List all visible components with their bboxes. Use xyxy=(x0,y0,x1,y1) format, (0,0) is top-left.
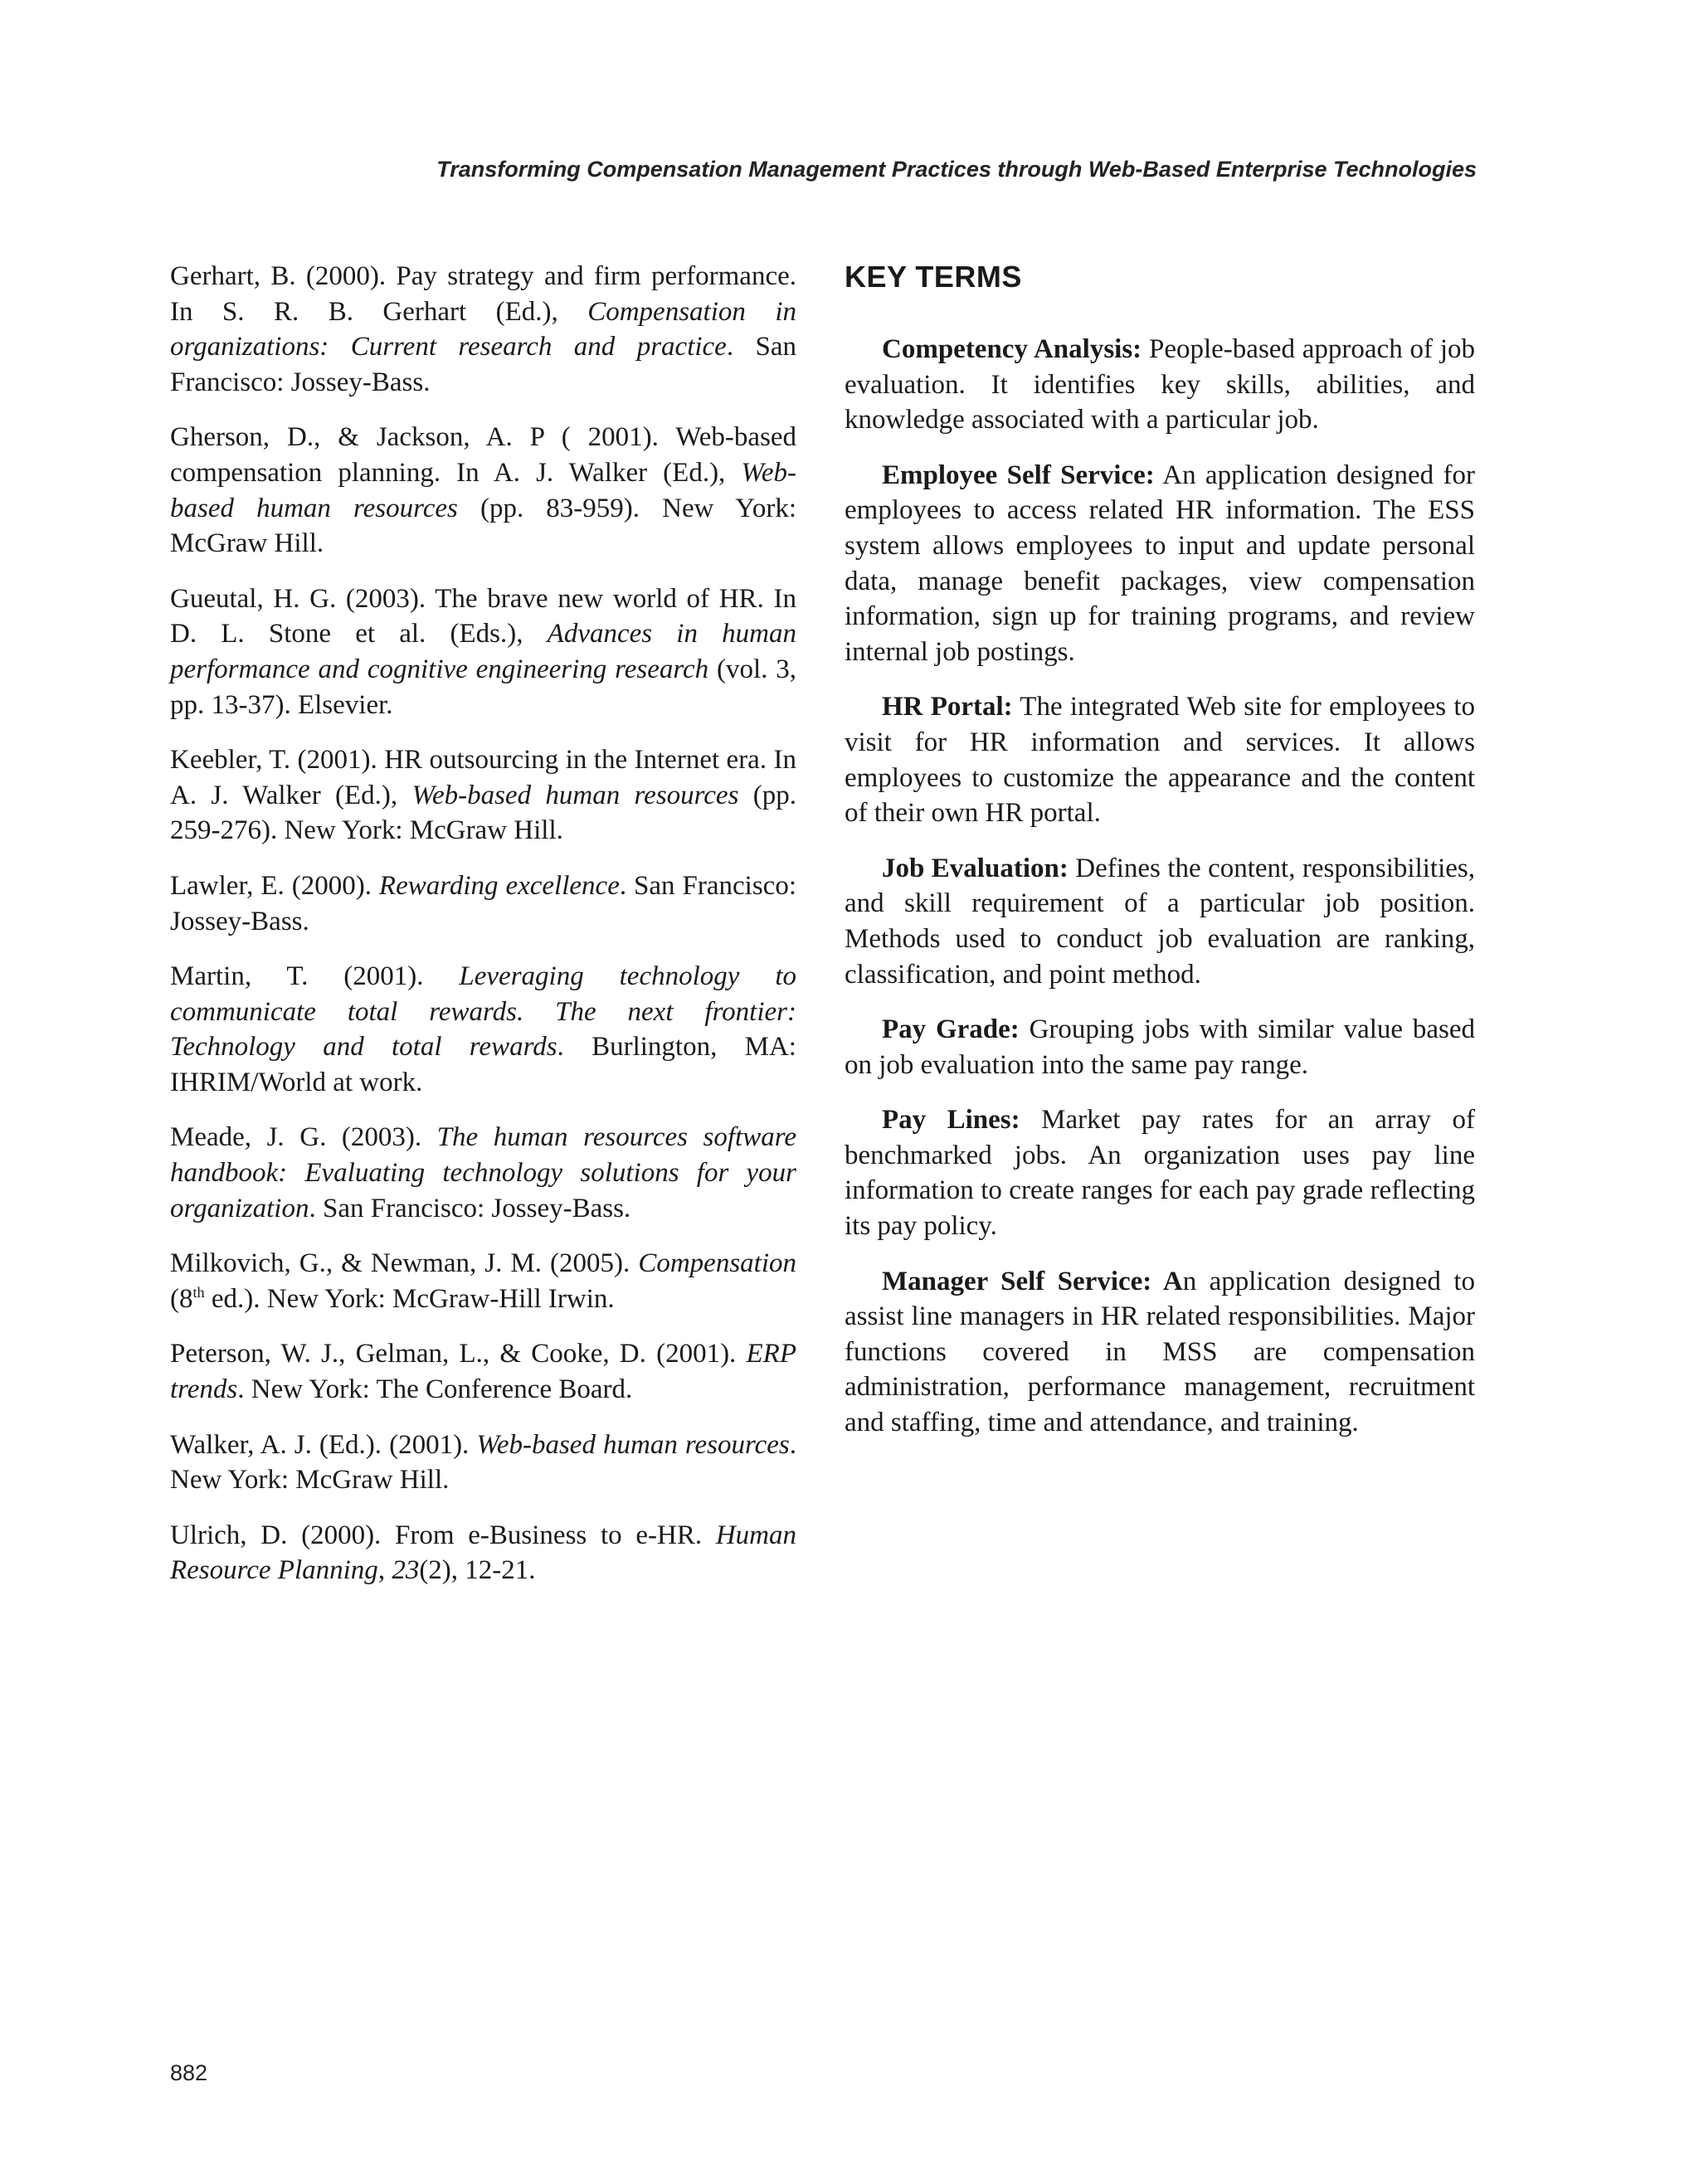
reference-title: Leveraging technology to communicate total rewards. The next frontier: Technology and total rewards xyxy=(170,961,796,1063)
page-number: 882 xyxy=(170,2060,208,2085)
key-term-item xyxy=(845,851,1475,992)
key-term-definition: Market pay rates for an array of benchmarked jobs. An organization uses pay line information to create ranges for each pay grade reflecting its pay policy. xyxy=(845,1105,1476,1242)
key-term-definition: Defines the content, responsibilities, and skill requirement of a particular job position. Methods used to conduct job evaluation are ranking, classification, and point method. xyxy=(845,853,1475,990)
reference-text: Meade, J. G. (2003). xyxy=(170,1122,437,1153)
key-term-label: Competency Analysis: xyxy=(882,334,1142,364)
key-term-label: Manager Self Service: A xyxy=(882,1266,1183,1296)
reference-text: Peterson, W. J., Gelman, L., & Cooke, D. (2001). xyxy=(170,1339,747,1369)
reference-title: Web-based human resources xyxy=(170,457,796,523)
reference-text: . New York: The Conference Board. xyxy=(237,1374,633,1405)
reference-item xyxy=(170,1246,796,1316)
reference-text: Lawler, E. (2000). xyxy=(170,870,379,901)
key-terms-heading: KEY TERMS xyxy=(845,260,1022,294)
reference-text: Gueutal, H. G. (2003). The brave new world of HR. In D. L. Stone et al. (Eds.), xyxy=(170,583,796,649)
key-terms-column xyxy=(845,259,1475,1461)
reference-title: Compensation in organizations: Current research and practice xyxy=(170,296,796,362)
reference-item xyxy=(170,742,796,849)
key-term-item xyxy=(845,1012,1475,1082)
reference-text: Gherson, D., & Jackson, A. P ( 2001). Web-based compensation planning. In A. J. Walker (Ed.), xyxy=(170,422,796,488)
reference-item xyxy=(170,581,796,722)
key-term-label: HR Portal: xyxy=(882,692,1013,722)
key-term-item xyxy=(845,689,1475,830)
reference-text: Keebler, T. (2001). HR outsourcing in the Internet era. In A. J. Walker (Ed.), xyxy=(170,745,796,810)
reference-title: The human resources software handbook: Evaluating technology solutions for your organization xyxy=(170,1122,796,1223)
key-term-item xyxy=(845,458,1475,670)
key-term-item xyxy=(845,332,1475,438)
reference-item xyxy=(170,959,796,1100)
reference-text: . San Francisco: Jossey-Bass. xyxy=(170,870,796,936)
reference-text: Martin, T. (2001). xyxy=(170,961,460,992)
reference-text: (pp. 259-276). New York: McGraw Hill. xyxy=(170,780,796,846)
reference-volume: 23 xyxy=(392,1555,420,1586)
reference-text: Ulrich, D. (2000). From e-Business to e-HR. xyxy=(170,1520,716,1550)
reference-title: Compensation xyxy=(638,1248,796,1279)
key-term-label: Job Evaluation: xyxy=(882,853,1069,883)
key-term-label: Pay Lines: xyxy=(882,1105,1020,1136)
key-term-item xyxy=(845,1264,1475,1441)
reference-item xyxy=(170,1428,796,1498)
reference-item xyxy=(170,1518,796,1588)
reference-item xyxy=(170,1336,796,1407)
key-term-label: Pay Grade: xyxy=(882,1014,1020,1045)
reference-title: Web-based human resources xyxy=(476,1429,790,1460)
reference-text: Walker, A. J. (Ed.). (2001). xyxy=(170,1429,477,1460)
reference-title: Rewarding excellence xyxy=(378,870,620,901)
key-term-label: Employee Self Service: xyxy=(882,460,1155,490)
reference-text: . San Francisco: Jossey-Bass. xyxy=(170,332,796,397)
running-header: Transforming Compensation Management Practices through Web-Based Enterprise Technologies xyxy=(436,157,1477,182)
reference-item xyxy=(170,868,796,939)
key-term-item xyxy=(845,1102,1475,1243)
superscript: th xyxy=(192,1283,205,1301)
reference-text: (pp. 83-959). New York: McGraw Hill. xyxy=(170,493,796,559)
reference-text: Gerhart, B. (2000). Pay strategy and firm performance. In S. R. B. Gerhart (Ed.), xyxy=(170,261,796,327)
reference-item xyxy=(170,420,796,561)
reference-title: Web-based human resources xyxy=(411,780,739,810)
reference-text: . Burlington, MA: IHRIM/World at work. xyxy=(170,1032,796,1097)
reference-text: (vol. 3, pp. 13-37). Elsevier. xyxy=(170,654,796,720)
reference-text: Milkovich, G., & Newman, J. M. (2005). xyxy=(170,1248,639,1279)
reference-item xyxy=(170,259,796,400)
key-term-definition: An application designed for employees to access related HR information. The ESS system allows employees to input and update personal data, manage benefit packages, view compensation information, sign up for training programs, and review internal job postings. xyxy=(845,460,1475,667)
reference-text: . New York: McGraw Hill. xyxy=(170,1429,796,1496)
reference-text: , xyxy=(377,1555,392,1586)
references-column xyxy=(170,259,796,1608)
reference-text: . San Francisco: Jossey-Bass. xyxy=(309,1193,631,1223)
reference-text: ed.). New York: McGraw-Hill Irwin. xyxy=(204,1283,615,1314)
reference-title: ERP trends xyxy=(170,1339,796,1405)
reference-title: Human Resource Planning xyxy=(170,1520,796,1586)
reference-text: (2), 12-21. xyxy=(419,1555,536,1586)
reference-item xyxy=(170,1120,796,1226)
key-term-definition: n application designed to assist line managers in HR related responsibilities. Major functions covered in MSS are compensation administration, performance management, recruitment and staffing, time and attendance, and training. xyxy=(845,1266,1475,1438)
key-term-definition: The integrated Web site for employees to visit for HR information and services. It allows employees to customize the appearance and the content of their own HR portal. xyxy=(845,692,1475,829)
reference-text: (8 xyxy=(170,1283,193,1314)
reference-title: Advances in human performance and cognitive engineering research xyxy=(170,619,796,684)
key-term-definition: Grouping jobs with similar value based on job evaluation into the same pay range. xyxy=(845,1014,1475,1080)
key-term-definition: People-based approach of job evaluation. It identifies key skills, abilities, and knowledge associated with a particular job. xyxy=(845,334,1476,435)
